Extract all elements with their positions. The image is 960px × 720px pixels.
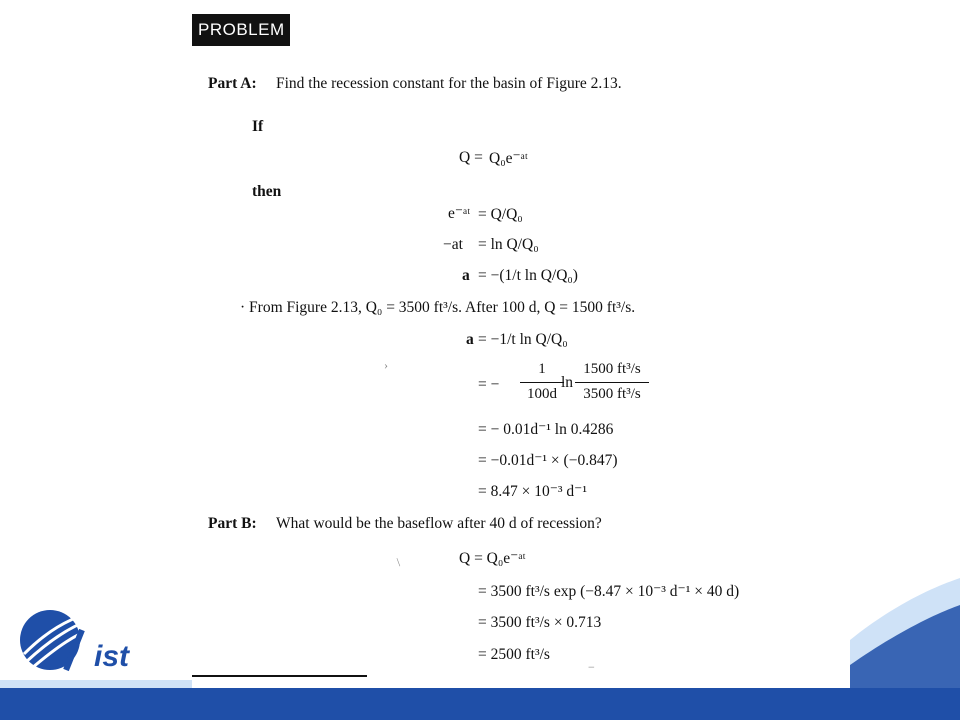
underline-rule [192,675,367,677]
scan-speck-1: › [384,358,388,372]
sol2-ln: ln [561,374,574,391]
eq2-lhs: e⁻ᵃᵗ [448,205,471,222]
part-b-eq1: Q = Q₀e⁻ᵃᵗ [459,550,526,567]
part-a-question: Find the recession constant for the basin of Figure 2.13. [276,75,622,92]
scan-speck-2: / [392,555,405,569]
eq1-lhs: Q = [459,149,483,166]
fraction-bar-2 [575,382,649,383]
sol2-num2: 1500 ft³/s [583,361,641,377]
ist-logo [8,600,148,680]
if-word: If [252,118,264,135]
problem-banner: PROBLEM [192,14,290,46]
eq3-lhs: −at [443,236,463,253]
sol4: = −0.01d⁻¹ × (−0.847) [478,452,618,469]
fraction-bar-1 [520,382,564,383]
sol2-num1: 1 [538,361,546,377]
eq4-lhs: a [462,267,470,284]
sol5: = 8.47 × 10⁻³ d⁻¹ [478,483,588,500]
sol3: = − 0.01d⁻¹ ln 0.4286 [478,421,614,438]
eq1-rhs: Q₀e⁻ᵃᵗ [489,150,528,167]
scan-speck-3: − [588,660,595,674]
part-b-question: What would be the baseflow after 40 d of recession? [276,515,602,532]
sol1-lhs: a [466,331,474,348]
then-word: then [252,183,282,200]
given-values: · From Figure 2.13, Q₀ = 3500 ft³/s. After 100 d, Q = 1500 ft³/s. [240,299,636,316]
sol2-den2: 3500 ft³/s [583,386,641,402]
sol2-den1: 100d [527,386,557,402]
logo-text: ist [94,640,130,673]
sol2-eq: = − [478,376,500,393]
sol1-rhs: = −1/t ln Q/Q₀ [478,331,568,348]
part-b-eq2: = 3500 ft³/s exp (−8.47 × 10⁻³ d⁻¹ × 40 d) [478,583,740,600]
part-a-label: Part A: [208,75,257,92]
eq2-rhs: = Q/Q₀ [478,206,523,223]
part-b-label: Part B: [208,515,257,532]
part-b-eq4: = 2500 ft³/s [478,646,550,663]
part-b-eq3: = 3500 ft³/s × 0.713 [478,614,602,631]
bottom-band-light [0,680,192,688]
bottom-band [0,688,960,720]
eq3-rhs: = ln Q/Q₀ [478,236,539,253]
eq4-rhs: = −(1/t ln Q/Q₀) [478,267,578,284]
